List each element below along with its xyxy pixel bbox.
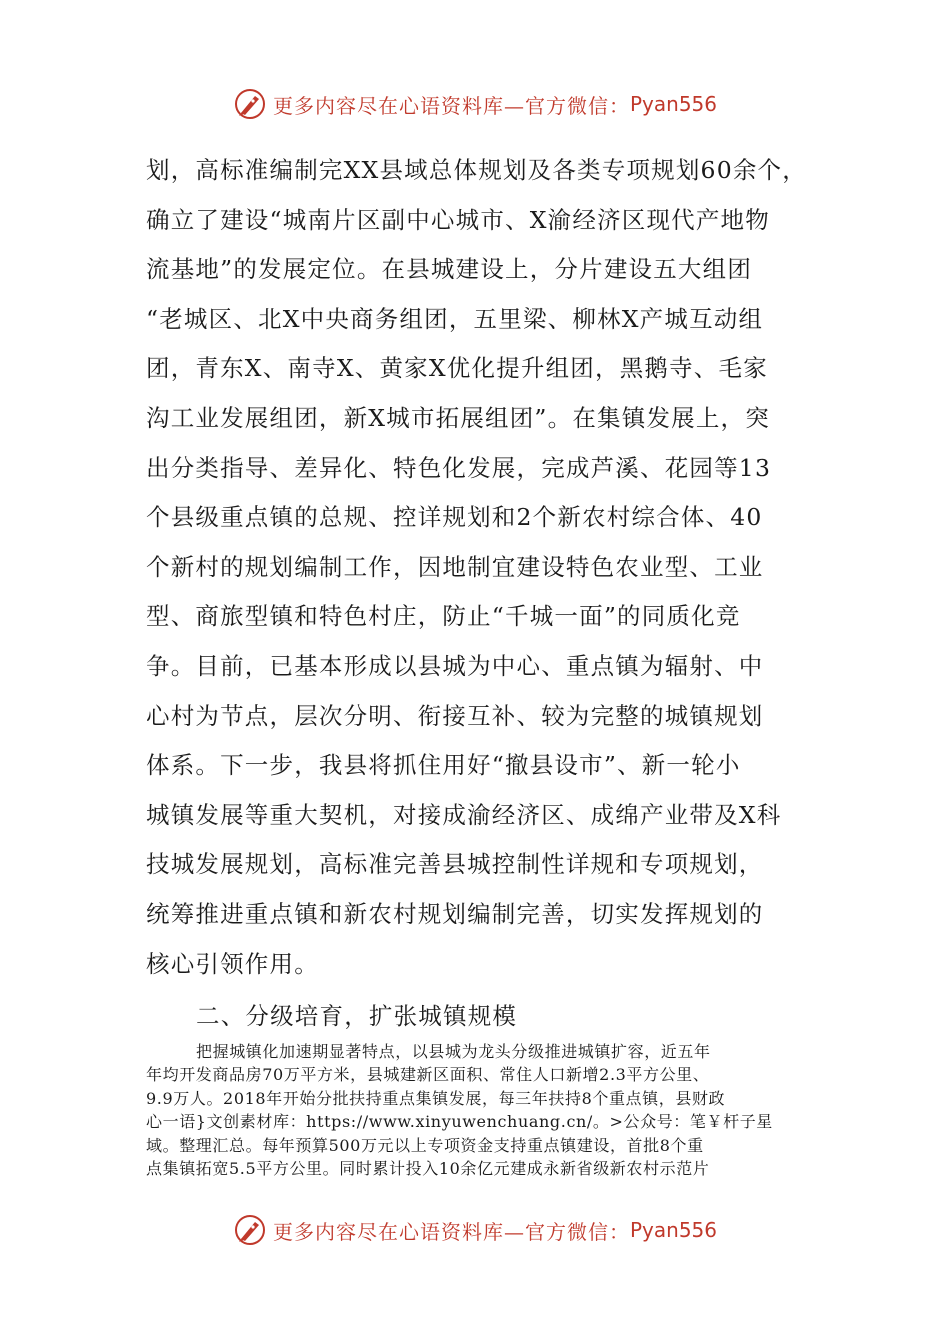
small-text-line: 年均开发商品房70万平方米，县城建新区面积、常住人口新增2.3平方公里、 — [146, 1065, 710, 1085]
text-line: 心村为节点，层次分明、衔接互补、较为完整的城镇规划 — [146, 701, 764, 730]
text-line: 团，青东X、南寺X、黄家X优化提升组团，黑鹅寺、毛家 — [146, 354, 768, 383]
pen-nib-circle-icon — [233, 1213, 267, 1247]
footer-banner — [0, 1208, 950, 1252]
text-line: 争。目前，已基本形成以县城为中心、重点镇为辐射、中 — [146, 651, 764, 680]
text-line: 型、商旅型镇和特色村庄，防止“千城一面”的同质化竞 — [146, 602, 741, 631]
text-line: 城镇发展等重大契机，对接成渝经济区、成绵产业带及X科 — [146, 800, 782, 829]
section-heading: 二、分级培育，扩张城镇规模 — [196, 1002, 518, 1030]
small-text-line: 点集镇拓宽5.5平方公里。同时累计投入10余亿元建成永新省级新农村示范片 — [146, 1158, 710, 1178]
text-line: 沟工业发展组团，新X城市拓展组团”。在集镇发展上，突 — [146, 403, 770, 432]
banner-text: 更多内容尽在心语资料库—官方微信： — [272, 1219, 630, 1244]
small-paragraph — [146, 1040, 826, 1180]
banner-wechat-id: Pyan556 — [629, 1218, 717, 1242]
text-line: 流基地”的发展定位。在县城建设上，分片建设五大组团 — [146, 255, 753, 284]
small-text-line: 9.9万人。2018年开始分批扶持重点集镇发展，每三年扶持8个重点镇，县财政 — [146, 1088, 726, 1108]
small-text-line: 把握城镇化加速期显著特点，以县城为龙头分级推进城镇扩容，近五年 — [196, 1042, 711, 1061]
text-line: 个县级重点镇的总规、控详规划和2个新农村综合体、40 — [146, 503, 763, 532]
text-line: 核心引领作用。 — [146, 949, 319, 978]
small-text-line: 域。整理汇总。每年预算500万元以上专项资金支持重点镇建设，首批8个重 — [146, 1135, 704, 1155]
text-line: 确立了建设“城南片区副中心城市、X渝经济区现代产地物 — [146, 205, 770, 234]
header-banner — [0, 82, 950, 126]
text-line: 体系。下一步，我县将抓住用好“撤县设市”、新一轮小 — [146, 751, 741, 780]
text-line: “老城区、北X中央商务组团，五里梁、柳林X产城互动组 — [146, 304, 764, 333]
text-line: 技城发展规划，高标准完善县城控制性详规和专项规划， — [146, 850, 764, 879]
text-line: 出分类指导、差异化、特色化发展，完成芦溪、花园等13 — [146, 453, 772, 482]
text-line: 统筹推进重点镇和新农村规划编制完善，切实发挥规划的 — [146, 899, 764, 928]
pen-nib-circle-icon — [233, 87, 267, 121]
body-paragraph — [146, 146, 826, 989]
text-line: 个新村的规划编制工作，因地制宜建设特色农业型、工业 — [146, 552, 764, 581]
small-text-line: 心一语}文创素材库：https://www.xinyuwenchuang.cn/。>公众号：笔￥杆子星 — [146, 1112, 773, 1132]
banner-wechat-id: Pyan556 — [629, 92, 717, 116]
banner-text: 更多内容尽在心语资料库—官方微信： — [272, 93, 630, 118]
text-line: 划，高标准编制完XX县域总体规划及各类专项规划60余个， — [146, 156, 807, 184]
